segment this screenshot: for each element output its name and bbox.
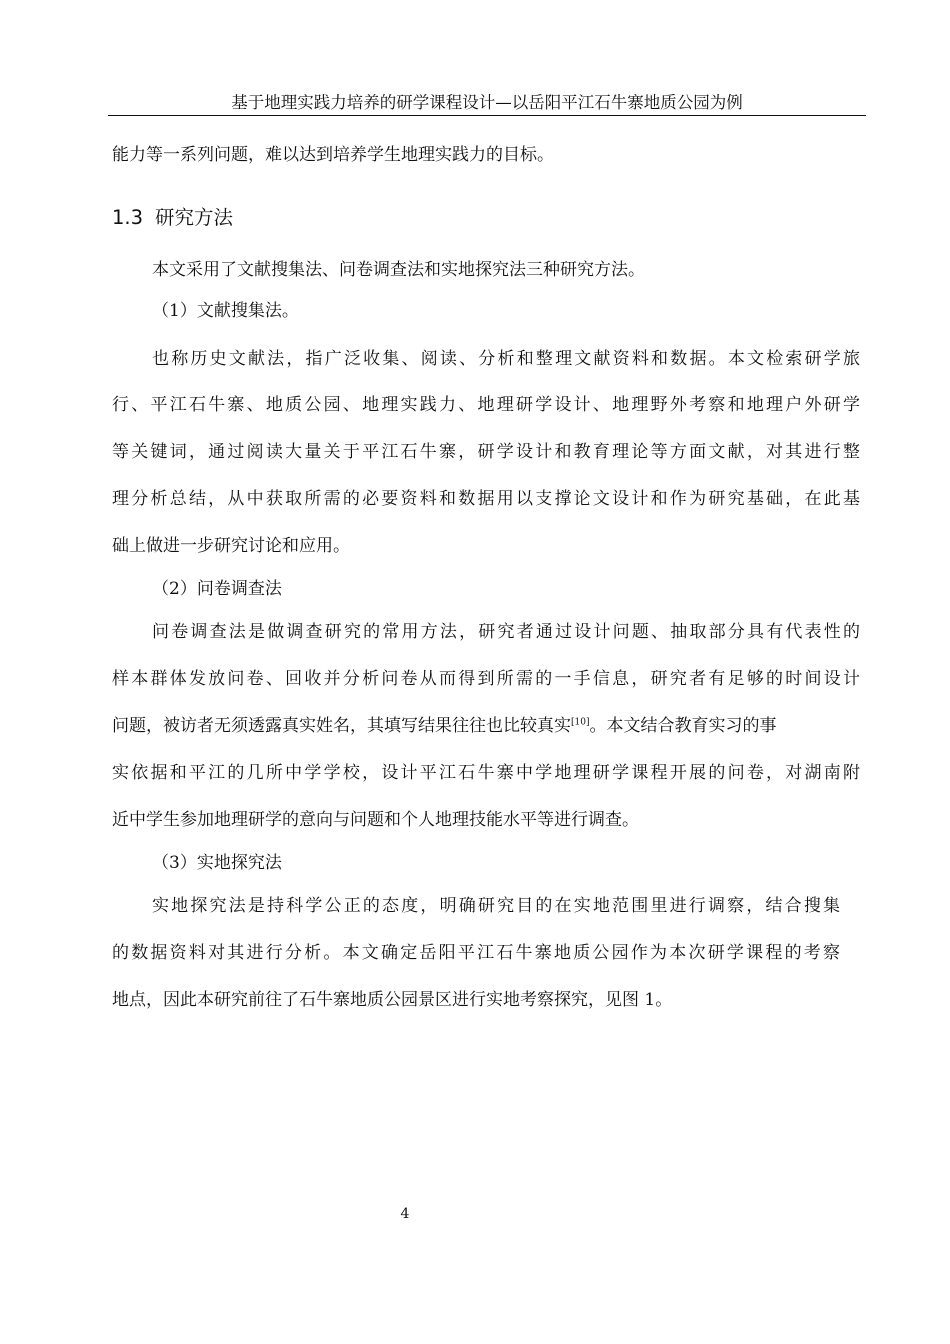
paragraph-line: 本文采用了文献搜集法、问卷调查法和实地探究法三种研究方法。 xyxy=(152,260,645,280)
paragraph-line: 等关键词，通过阅读大量关于平江石牛寨，研学设计和教育理论等方面文献，对其进行整 xyxy=(112,442,860,462)
paragraph-text: 问题，被访者无须透露真实姓名，其填写结果往往也比较真实 xyxy=(112,716,571,736)
subsection-label: （1）文献搜集法。 xyxy=(152,301,299,321)
paragraph-line: 实依据和平江的几所中学学校，设计平江石牛寨中学地理研学课程开展的问卷，对湖南附 xyxy=(112,763,860,783)
paragraph-line: 的数据资料对其进行分析。本文确定岳阳平江石牛寨地质公园作为本次研学课程的考察 xyxy=(112,943,840,963)
paragraph-line: 也称历史文献法，指广泛收集、阅读、分析和整理文献资料和数据。本文检索研学旅 xyxy=(152,349,860,369)
paragraph-line: 问卷调查法是做调查研究的常用方法，研究者通过设计问题、抽取部分具有代表性的 xyxy=(152,622,860,642)
section-heading xyxy=(112,204,233,232)
section-title: 研究方法 xyxy=(155,206,234,229)
citation-marker: [10] xyxy=(571,717,590,728)
paragraph-line: 实地探究法是持科学公正的态度，明确研究目的在实地范围里进行调察，结合搜集 xyxy=(152,896,840,916)
section-number: 1.3 xyxy=(112,206,144,229)
paragraph-line: 能力等一系列问题，难以达到培养学生地理实践力的目标。 xyxy=(112,145,554,165)
subsection-label: （3）实地探究法 xyxy=(152,853,282,873)
paragraph-line: 础上做进一步研究讨论和应用。 xyxy=(112,536,350,556)
paragraph-text: 。本文结合教育实习的事 xyxy=(589,716,777,736)
paragraph-line-with-citation xyxy=(112,714,776,738)
paragraph-line: 行、平江石牛寨、地质公园、地理实践力、地理研学设计、地理野外考察和地理户外研学 xyxy=(112,395,860,415)
header-rule xyxy=(108,115,866,116)
paragraph-line: 理分析总结，从中获取所需的必要资料和数据用以支撑论文设计和作为研究基础，在此基 xyxy=(112,489,860,509)
subsection-label: （2）问卷调查法 xyxy=(152,579,282,599)
paragraph-line: 样本群体发放问卷、回收并分析问卷从而得到所需的一手信息，研究者有足够的时间设计 xyxy=(112,669,860,689)
running-header: 基于地理实践力培养的研学课程设计—以岳阳平江石牛寨地质公园为例 xyxy=(231,93,743,112)
paragraph-line: 近中学生参加地理研学的意向与问题和个人地理技能水平等进行调查。 xyxy=(112,810,639,830)
page-number: 4 xyxy=(400,1206,410,1222)
paragraph-line: 地点，因此本研究前往了石牛寨地质公园景区进行实地考察探究，见图 1。 xyxy=(112,990,673,1010)
